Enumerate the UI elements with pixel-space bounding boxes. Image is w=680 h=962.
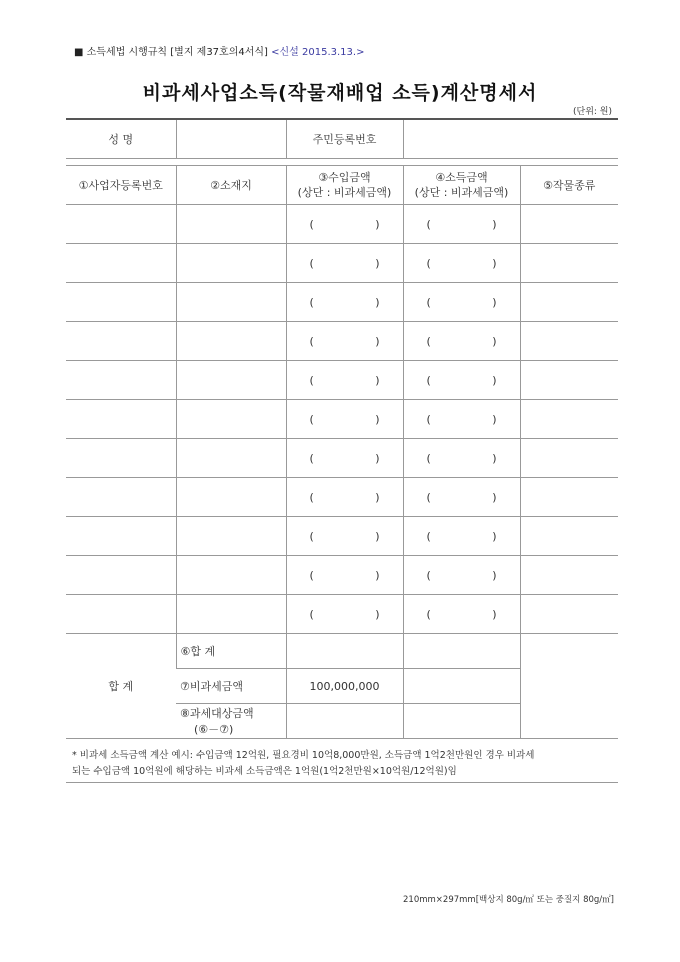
totals-label: 합 계: [66, 634, 176, 739]
total-sum-revenue[interactable]: [286, 634, 403, 669]
totals-blank: [520, 634, 618, 739]
col-income-sub: (상단 : 비과세금액): [414, 186, 509, 199]
table-row: [66, 361, 618, 400]
col-crop-type: ⑤작물종류: [520, 166, 618, 205]
paren-open: (: [426, 490, 431, 504]
col-income-title: ④소득금액: [435, 171, 488, 184]
paren-open: (: [426, 217, 431, 231]
paren-open: (: [309, 529, 314, 543]
paren-close: ): [492, 217, 497, 231]
new-note: <신설 2015.3.13.>: [271, 47, 365, 58]
paren-close: ): [492, 529, 497, 543]
gap-row: [66, 159, 618, 166]
paren-close: ): [492, 256, 497, 270]
table-row: [66, 322, 618, 361]
paren-pair: [310, 374, 380, 387]
income-cell[interactable]: [403, 322, 520, 361]
location-cell[interactable]: [176, 595, 286, 634]
paren-pair: [427, 257, 497, 270]
footnote-line1: * 비과세 소득금액 계산 예시: 수입금액 12억원, 필요경비 10억8,000만원, 소득금액 1억2천만원인 경우 비과세: [72, 750, 535, 761]
income-cell[interactable]: [403, 205, 520, 244]
col-income: [403, 166, 520, 205]
paren-pair: [310, 335, 380, 348]
revenue-cell[interactable]: [286, 205, 403, 244]
paren-open: (: [309, 295, 314, 309]
income-cell[interactable]: [403, 244, 520, 283]
footnote-rule: [66, 782, 618, 783]
location-cell[interactable]: [176, 517, 286, 556]
paren-open: (: [309, 412, 314, 426]
crop-type-cell[interactable]: [520, 361, 618, 400]
paren-close: ): [375, 568, 380, 582]
total-sum-label: ⑥합 계: [176, 634, 286, 669]
paren-close: ): [492, 412, 497, 426]
paren-open: (: [309, 607, 314, 621]
business-number-cell[interactable]: [66, 361, 176, 400]
taxable-label-line2: (⑥－⑦): [194, 723, 234, 736]
business-number-cell[interactable]: [66, 478, 176, 517]
name-row: [66, 119, 618, 159]
footnote-line2: 되는 수입금액 10억원에 해당하는 비과세 소득금액은 1억원(1억2천만원×10억원/12억원)임: [72, 766, 457, 777]
name-field[interactable]: [176, 119, 286, 159]
paren-close: ): [492, 334, 497, 348]
paren-close: ): [492, 568, 497, 582]
paper-spec: 210mm×297mm[백상지 80g/㎡ 또는 중질지 80g/㎡]: [403, 895, 614, 905]
paren-pair: [310, 413, 380, 426]
taxable-label-line1: ⑧과세대상금액: [180, 707, 254, 720]
paren-open: (: [426, 529, 431, 543]
crop-type-cell[interactable]: [520, 478, 618, 517]
table-row: [66, 400, 618, 439]
paren-pair: [310, 569, 380, 582]
paren-close: ): [375, 529, 380, 543]
paren-open: (: [309, 568, 314, 582]
paren-close: ): [375, 334, 380, 348]
id-field[interactable]: [403, 119, 618, 159]
table-row: [66, 478, 618, 517]
paren-open: (: [309, 256, 314, 270]
location-cell[interactable]: [176, 361, 286, 400]
revenue-cell[interactable]: [286, 361, 403, 400]
col-revenue: [286, 166, 403, 205]
location-cell[interactable]: [176, 205, 286, 244]
paren-open: (: [309, 373, 314, 387]
paren-close: ): [492, 607, 497, 621]
paren-open: (: [426, 256, 431, 270]
page-title: 비과세사업소득(작물재배업 소득)계산명세서: [142, 82, 538, 104]
paren-open: (: [426, 295, 431, 309]
location-cell[interactable]: [176, 556, 286, 595]
crop-type-cell[interactable]: [520, 205, 618, 244]
form-reference: [74, 43, 364, 58]
business-number-cell[interactable]: [66, 205, 176, 244]
paren-pair: [427, 530, 497, 543]
paren-pair: [427, 491, 497, 504]
crop-type-cell[interactable]: [520, 517, 618, 556]
location-cell[interactable]: [176, 322, 286, 361]
business-number-cell[interactable]: [66, 283, 176, 322]
paren-open: (: [309, 217, 314, 231]
location-cell[interactable]: [176, 439, 286, 478]
col-location: ②소재지: [176, 166, 286, 205]
paren-pair: [310, 296, 380, 309]
crop-type-cell[interactable]: [520, 556, 618, 595]
income-cell[interactable]: [403, 478, 520, 517]
crop-type-cell[interactable]: [520, 400, 618, 439]
col-revenue-sub: (상단 : 비과세금액): [297, 186, 392, 199]
income-cell[interactable]: [403, 595, 520, 634]
crop-type-cell[interactable]: [520, 283, 618, 322]
revenue-cell[interactable]: [286, 478, 403, 517]
revenue-cell[interactable]: [286, 322, 403, 361]
paren-pair: [310, 452, 380, 465]
paren-pair: [427, 296, 497, 309]
table-row: [66, 517, 618, 556]
header-row: [66, 166, 618, 205]
income-cell[interactable]: [403, 439, 520, 478]
paren-pair: [427, 374, 497, 387]
paren-pair: [427, 413, 497, 426]
business-number-cell[interactable]: [66, 244, 176, 283]
paren-pair: [427, 452, 497, 465]
table-row: [66, 556, 618, 595]
table-row: [66, 439, 618, 478]
location-cell[interactable]: [176, 244, 286, 283]
paren-close: ): [375, 412, 380, 426]
taxable-revenue[interactable]: [286, 704, 403, 739]
paren-close: ): [375, 451, 380, 465]
id-label: 주민등록번호: [286, 119, 403, 159]
business-number-cell[interactable]: [66, 400, 176, 439]
crop-type-cell[interactable]: [520, 322, 618, 361]
paren-close: ): [492, 373, 497, 387]
business-number-cell[interactable]: [66, 556, 176, 595]
paren-pair: [310, 530, 380, 543]
crop-type-cell[interactable]: [520, 244, 618, 283]
revenue-cell[interactable]: [286, 400, 403, 439]
income-cell[interactable]: [403, 283, 520, 322]
total-row-sum: [66, 634, 618, 669]
business-number-cell[interactable]: [66, 517, 176, 556]
paren-open: (: [426, 334, 431, 348]
revenue-cell[interactable]: [286, 556, 403, 595]
business-number-cell[interactable]: [66, 595, 176, 634]
table-row: [66, 283, 618, 322]
location-cell[interactable]: [176, 283, 286, 322]
paren-pair: [427, 569, 497, 582]
paren-open: (: [309, 490, 314, 504]
paren-close: ): [492, 490, 497, 504]
gap-cell: [66, 159, 618, 166]
taxable-income[interactable]: [403, 704, 520, 739]
paren-open: (: [426, 412, 431, 426]
location-cell[interactable]: [176, 400, 286, 439]
unit-label: (단위: 원): [573, 107, 612, 117]
income-cell[interactable]: [403, 400, 520, 439]
paren-close: ): [375, 490, 380, 504]
paren-open: (: [426, 568, 431, 582]
paren-close: ): [492, 295, 497, 309]
revenue-cell[interactable]: [286, 439, 403, 478]
taxable-label: [176, 704, 286, 739]
paren-pair: [427, 335, 497, 348]
paren-close: ): [375, 373, 380, 387]
form-reference-text: ■ 소득세법 시행규칙 [별지 제37호의4서식]: [74, 47, 268, 58]
paren-pair: [427, 218, 497, 231]
income-cell[interactable]: [403, 517, 520, 556]
paren-pair: [427, 608, 497, 621]
name-label: 성 명: [66, 119, 176, 159]
income-cell[interactable]: [403, 361, 520, 400]
business-number-cell[interactable]: [66, 322, 176, 361]
paren-open: (: [309, 451, 314, 465]
col-revenue-title: ③수입금액: [318, 171, 371, 184]
table-row: [66, 595, 618, 634]
total-sum-income[interactable]: [403, 634, 520, 669]
crop-type-cell[interactable]: [520, 439, 618, 478]
revenue-cell[interactable]: [286, 244, 403, 283]
paren-open: (: [426, 607, 431, 621]
paren-pair: [310, 218, 380, 231]
table-row: [66, 244, 618, 283]
footnote: [72, 748, 612, 780]
revenue-cell[interactable]: [286, 283, 403, 322]
income-cell[interactable]: [403, 556, 520, 595]
nontaxable-revenue[interactable]: 100,000,000: [286, 669, 403, 704]
paren-close: ): [375, 295, 380, 309]
paren-close: ): [492, 451, 497, 465]
table-row: [66, 205, 618, 244]
location-cell[interactable]: [176, 478, 286, 517]
paren-pair: [310, 491, 380, 504]
crop-type-cell[interactable]: [520, 595, 618, 634]
paren-close: ): [375, 217, 380, 231]
business-number-cell[interactable]: [66, 439, 176, 478]
paren-open: (: [309, 334, 314, 348]
paren-close: ): [375, 256, 380, 270]
nontaxable-income[interactable]: [403, 669, 520, 704]
revenue-cell[interactable]: [286, 595, 403, 634]
revenue-cell[interactable]: [286, 517, 403, 556]
paren-pair: [310, 257, 380, 270]
paren-close: ): [375, 607, 380, 621]
paren-pair: [310, 608, 380, 621]
paren-open: (: [426, 451, 431, 465]
statement-table: [66, 118, 618, 739]
paren-open: (: [426, 373, 431, 387]
col-business-number: ①사업자등록번호: [66, 166, 176, 205]
nontaxable-label: ⑦비과세금액: [176, 669, 286, 704]
